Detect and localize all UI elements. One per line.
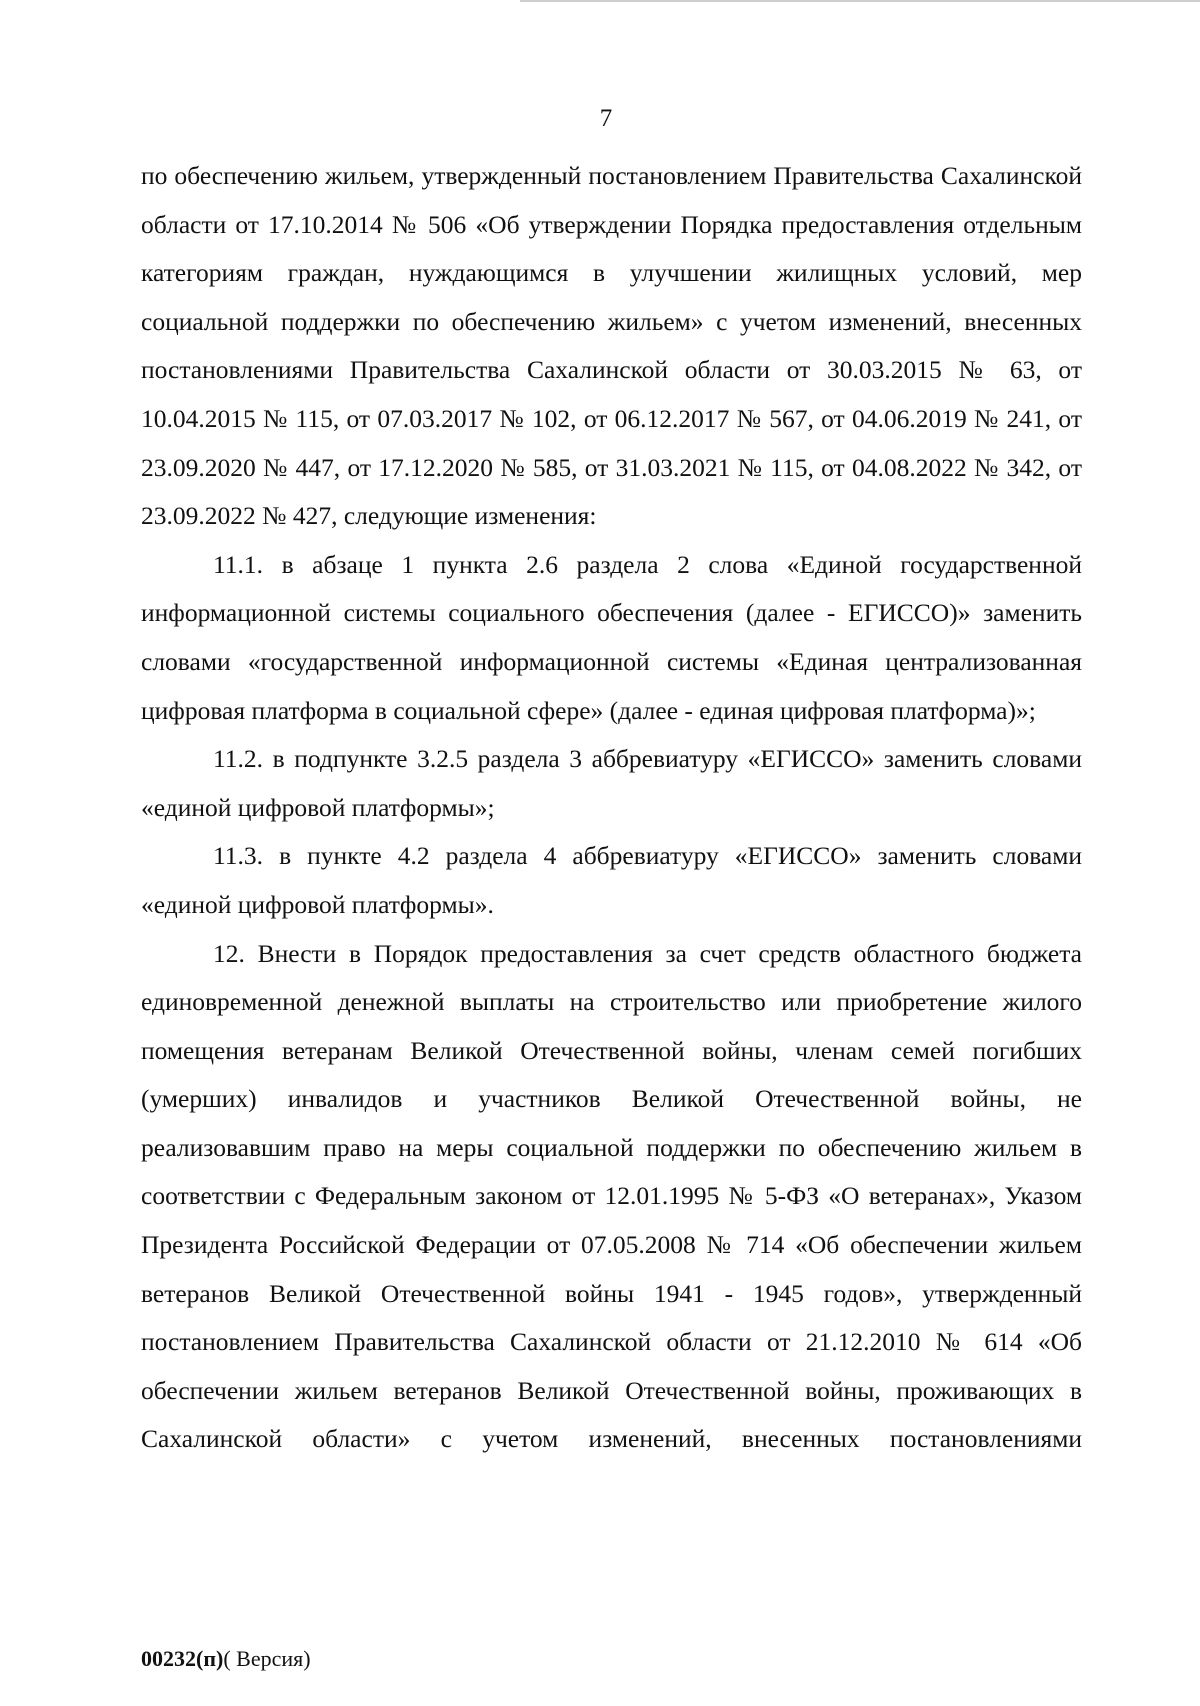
paragraph-12: 12. Внести в Порядок предоставления за счет средств областного бюджета единовременной денежной выплаты на строительство или приобретение жилого помещения ветеранам Великой Отечественной войны, членам семей погибших (умерших) инвалидов и участников Великой Отечественной войны, не реализовавшим право на меры социальной поддержки по обеспечению жильем в соответствии с Федеральным законом от 12.01.1995 № 5-ФЗ «О ветеранах», Указом Президента Российской Федерации от 07.05.2008 № 714 «Об обеспечении жильем ветеранов Великой Отечественной войны 1941 - 1945 годов», утвержденный постановлением Правительства Сахалинской области от 21.12.2010 № 614 «Об обеспечении жильем ветеранов Великой Отечественной войны, проживающих в Сахалинской области» с учетом изменений, внесенных постановлениями bbox=[141, 938, 1082, 1454]
document-body bbox=[141, 152, 1082, 1464]
paragraph-continuation: по обеспечению жильем, утвержденный постановлением Правительства Сахалинской области от 17.10.2014 № 506 «Об утверждении Порядка предоставления отдельным категориям граждан, нуждающимся в улучшении жилищных условий, мер социальной поддержки по обеспечению жильем» с учетом изменений, внесенных постановлениями Правительства Сахалинской области от 30.03.2015 № 63, от 10.04.2015 № 115, от 07.03.2017 № 102, от 06.12.2017 № 567, от 04.06.2019 № 241, от 23.09.2020 № 447, от 17.12.2020 № 585, от 31.03.2021 № 115, от 04.08.2022 № 342, от 23.09.2022 № 427, следующие изменения: bbox=[141, 161, 1082, 531]
paragraph-11-3: 11.3. в пункте 4.2 раздела 4 аббревиатуру «ЕГИССО» заменить словами «единой цифровой платформы». bbox=[141, 841, 1082, 919]
document-version: ( Версия) bbox=[223, 1646, 311, 1671]
paragraph-11-2: 11.2. в подпункте 3.2.5 раздела 3 аббревиатуру «ЕГИССО» заменить словами «единой цифровой платформы»; bbox=[141, 744, 1082, 822]
document-footer bbox=[141, 1645, 311, 1673]
scan-top-rule bbox=[520, 0, 1200, 2]
document-code: 00232(п) bbox=[141, 1646, 224, 1671]
paragraph-11-1: 11.1. в абзаце 1 пункта 2.6 раздела 2 слова «Единой государственной информационной системы социального обеспечения (далее - ЕГИССО)» заменить словами «государственной информационной системы «Единая централизованная цифровая платформа в социальной сфере» (далее - единая цифровая платформа)»; bbox=[141, 549, 1082, 725]
page-number: 7 bbox=[599, 105, 613, 132]
